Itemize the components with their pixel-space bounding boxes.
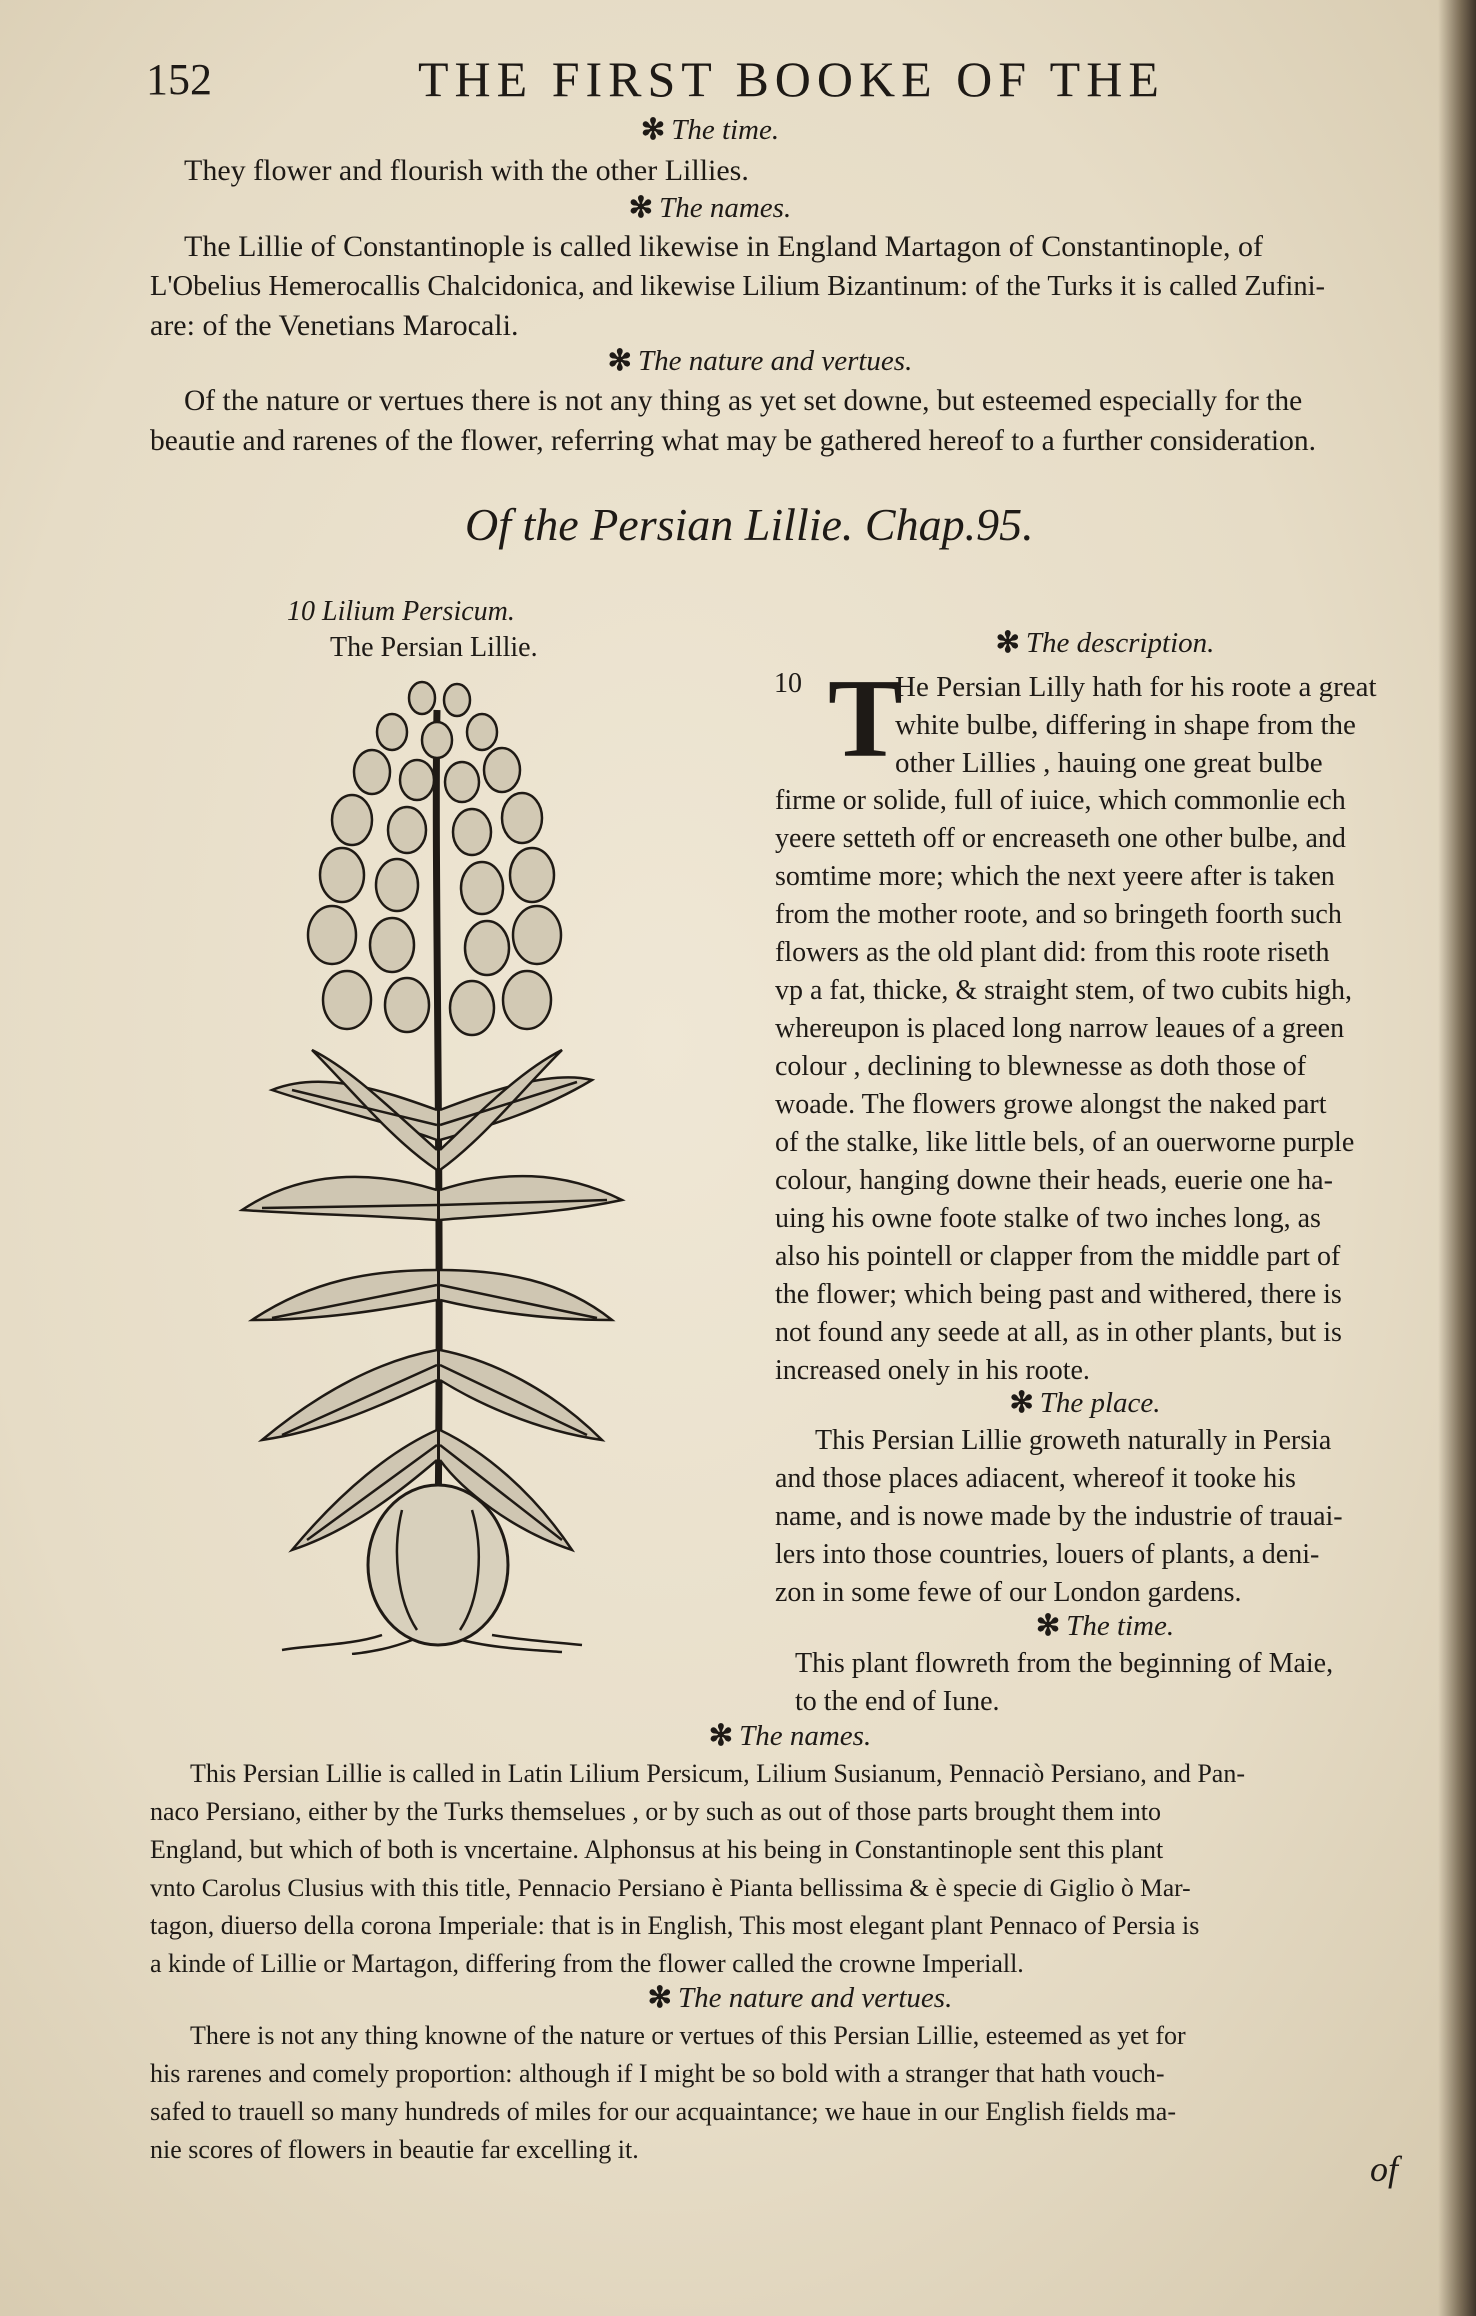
catchword: of xyxy=(1369,2149,1398,2189)
drop-cap: T xyxy=(828,657,903,781)
prev-names-line: The Lillie of Constantinople is called likewise in England Martagon of Constantinople, of xyxy=(184,230,1263,263)
prev-nature-line: Of the nature or vertues there is not any thing as yet set downe, but esteemed especially for the xyxy=(184,385,1303,417)
asterisk-icon: ✻ xyxy=(1009,1387,1034,1419)
place-line: and those places adiacent, whereof it tooke his xyxy=(775,1463,1296,1494)
description-line: white bulbe, differing in shape from the xyxy=(895,709,1356,741)
description-line: colour, hanging downe their heads, euerie one ha- xyxy=(775,1165,1333,1196)
names-line: This Persian Lillie is called in Latin Lilium Persicum, Lilium Susianum, Pennaciò Persiano, and Pan- xyxy=(190,1759,1246,1788)
prev-nature-heading: ✻ The nature and vertues. xyxy=(607,345,913,377)
page-number: 152 xyxy=(146,55,212,104)
asterisk-icon: ✻ xyxy=(640,114,666,146)
place-heading: ✻ The place. xyxy=(1009,1387,1161,1419)
description-line: increased onely in his roote. xyxy=(775,1355,1090,1386)
prev-time-text: They flower and flourish with the other Lillies. xyxy=(184,154,749,187)
description-line: uing his owne foote stalke of two inches long, as xyxy=(775,1203,1321,1234)
description-line: of the stalke, like little bels, of an ouerworne purple xyxy=(775,1127,1355,1158)
time-line: to the end of Iune. xyxy=(795,1686,1000,1717)
description-line: somtime more; which the next yeere after is taken xyxy=(775,861,1335,892)
place-line: zon in some fewe of our London gardens. xyxy=(775,1577,1242,1608)
time-line: This plant flowreth from the beginning of Maie, xyxy=(795,1648,1334,1679)
place-line: name, and is nowe made by the industrie of trauai- xyxy=(775,1501,1343,1532)
names-line: vnto Carolus Clusius with this title, Pennacio Persiano è Pianta bellissima & è specie di Giglio ò Mar- xyxy=(150,1873,1191,1902)
description-line: also his pointell or clapper from the middle part of xyxy=(775,1241,1341,1272)
nature-line: There is not any thing knowne of the nature or vertues of this Persian Lillie, esteemed as yet for xyxy=(190,2021,1186,2050)
asterisk-icon: ✻ xyxy=(628,192,654,224)
description-marker: 10 xyxy=(774,668,802,699)
asterisk-icon: ✻ xyxy=(647,1982,672,2014)
names-line: tagon, diuerso della corona Imperiale: that is in English, This most elegant plant Pennaco of Persia is xyxy=(150,1911,1200,1940)
prev-time-heading: ✻ The time. xyxy=(640,114,780,146)
persian-lily-woodcut-illustration xyxy=(232,670,632,1655)
description-line: from the mother roote, and so bringeth foorth such xyxy=(775,899,1342,930)
page-gutter-shadow xyxy=(1438,0,1476,2316)
description-line: not found any seede at all, as in other plants, but is xyxy=(775,1317,1342,1348)
chapter-title: Of the Persian Lillie. Chap.95. xyxy=(465,499,1034,550)
asterisk-icon: ✻ xyxy=(708,1720,734,1752)
names-line: a kinde of Lillie or Martagon, differing from the flower called the crowne Imperiall. xyxy=(150,1949,1024,1978)
nature-line: his rarenes and comely proportion: although if I might be so bold with a stranger that hath vouch- xyxy=(150,2059,1165,2088)
description-line: firme or solide, full of iuice, which commonlie ech xyxy=(775,785,1346,816)
asterisk-icon: ✻ xyxy=(607,345,632,377)
figure-caption-latin: 10 Lilium Persicum. xyxy=(287,596,515,627)
nature-heading: ✻ The nature and vertues. xyxy=(647,1982,953,2014)
description-line: vp a fat, thicke, & straight stem, of two cubits high, xyxy=(775,975,1353,1006)
description-line: other Lillies , hauing one great bulbe xyxy=(895,747,1323,779)
nature-line: safed to trauell so many hundreds of miles for our acquaintance; we haue in our English fields ma- xyxy=(150,2097,1176,2126)
description-line: yeere setteth off or encreaseth one other bulbe, and xyxy=(775,823,1346,854)
place-line: lers into those countries, louers of plants, a deni- xyxy=(775,1539,1320,1570)
asterisk-icon: ✻ xyxy=(1035,1610,1061,1642)
prev-names-line: L'Obelius Hemerocallis Chalcidonica, and likewise Lilium Bizantinum: of the Turks it is called Zufini- xyxy=(150,271,1325,302)
asterisk-icon: ✻ xyxy=(995,627,1020,659)
prev-names-heading: ✻ The names. xyxy=(628,192,792,224)
description-line: He Persian Lilly hath for his roote a great xyxy=(895,671,1377,703)
nature-line: nie scores of flowers in beautie far excelling it. xyxy=(150,2135,639,2164)
names-line: England, but which of both is vncertaine. Alphonsus at his being in Constantinople sent this plant xyxy=(150,1835,1164,1864)
names-line: naco Persiano, either by the Turks themselues , or by such as out of those parts brought them into xyxy=(150,1797,1161,1826)
description-line: woade. The flowers growe alongst the naked part xyxy=(775,1089,1327,1120)
place-line: This Persian Lillie groweth naturally in Persia xyxy=(815,1425,1332,1456)
prev-nature-line: beautie and rarenes of the flower, referring what may be gathered hereof to a further consideration. xyxy=(150,425,1316,457)
description-heading: ✻ The description. xyxy=(995,627,1215,659)
description-line: whereupon is placed long narrow leaues of a green xyxy=(775,1013,1345,1044)
description-line: the flower; which being past and withered, there is xyxy=(775,1279,1342,1310)
prev-names-line: are: of the Venetians Marocali. xyxy=(150,309,519,342)
figure-caption-english: The Persian Lillie. xyxy=(330,632,538,663)
time-heading: ✻ The time. xyxy=(1035,1610,1175,1642)
running-title: THE FIRST BOOKE OF THE xyxy=(418,51,1165,107)
description-line: flowers as the old plant did: from this roote riseth xyxy=(775,937,1330,968)
names-heading: ✻ The names. xyxy=(708,1720,872,1752)
description-line: colour , declining to blewnesse as doth those of xyxy=(775,1051,1307,1082)
